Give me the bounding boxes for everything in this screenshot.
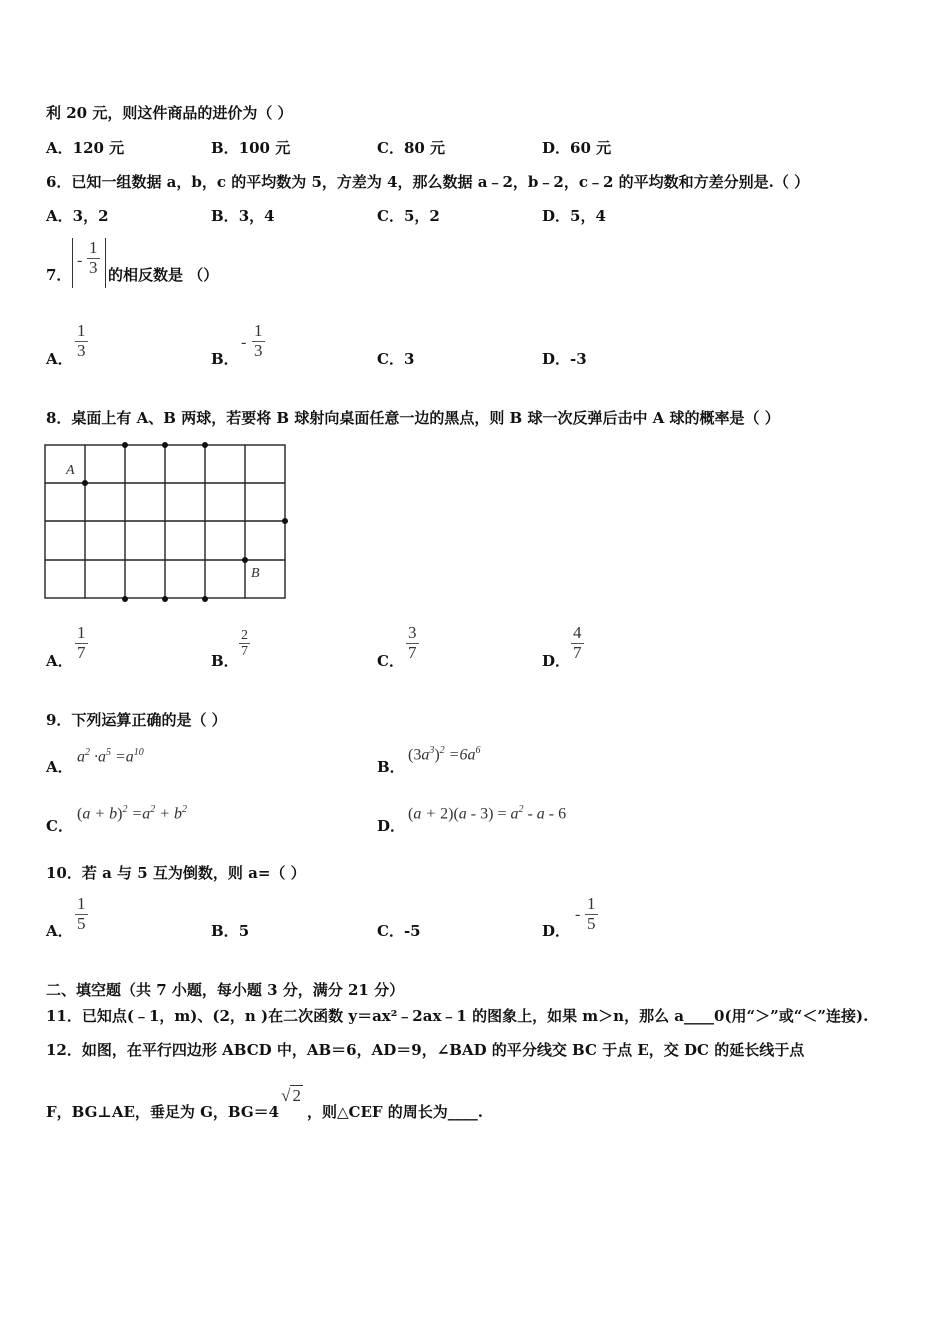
q6-option-d[interactable]: D．5，4 (542, 207, 606, 225)
q5-continuation: 利 20 元，则这件商品的进价为（ ） (46, 104, 293, 122)
q10-option-d-sign: - (575, 906, 581, 923)
q9-option-a-letter[interactable]: A． (46, 758, 73, 776)
q7-text: 的相反数是 （） (108, 266, 219, 284)
sqrt-symbol: √ 2 (281, 1086, 301, 1105)
q8-text: 8．桌面上有 A、B 两球，若要将 B 球射向桌面任意一边的黑点，则 B 球一次反弹后击中 A 球的概率是（ ） (46, 409, 780, 427)
q8-dot-top-1 (122, 442, 128, 448)
q5-option-c[interactable]: C．80 元 (377, 139, 446, 157)
q5-option-b[interactable]: B．100 元 (211, 139, 291, 157)
q8-label-a: A (66, 463, 75, 478)
q8-option-b-letter[interactable]: B． (211, 652, 239, 670)
q6-option-a[interactable]: A．3，2 (46, 207, 109, 225)
q8-option-c-value: $\frac{3}{7}$ (408, 623, 417, 662)
q10-option-c[interactable]: C．-5 (377, 922, 421, 940)
q6-option-c[interactable]: C．5，2 (377, 207, 440, 225)
q8-dot-bottom-2 (162, 596, 168, 602)
q12-line-1: 12．如图，在平行四边形 ABCD 中，AB＝6，AD＝9，∠BAD 的平分线交 BC 于点 E，交 DC 的延长线于点 (46, 1041, 805, 1059)
q8-dot-right (282, 518, 288, 524)
q7-abs-sign: - (77, 252, 83, 269)
q10-option-d-letter[interactable]: D． (542, 922, 571, 940)
q5-option-a[interactable]: A．120 元 (46, 139, 125, 157)
q7-option-a-letter[interactable]: A． (46, 350, 73, 368)
q9-option-c-letter[interactable]: C． (46, 817, 73, 835)
q9-option-d-letter[interactable]: D． (377, 817, 406, 835)
q11-text: 11．已知点(﹣1，m)、(2，n )在二次函数 y＝ax²﹣2ax﹣1 的图象上，如果 m＞n，那么 a____0(用“＞”或“＜”连接). (46, 1007, 869, 1025)
q7-option-a-value: $\frac{1}{3}$ (77, 321, 86, 360)
q10-option-a-value: $\frac{1}{5}$ (77, 894, 86, 933)
q7-fraction: $\frac{1}{3}$ (89, 238, 98, 277)
q8-option-d-letter[interactable]: D． (542, 652, 571, 670)
q7-option-d[interactable]: D．-3 (542, 350, 587, 368)
section-2-heading: 二、填空题（共 7 小题，每小题 3 分，满分 21 分） (46, 981, 405, 999)
q9-option-b-formula: $(3a^3)^2 =6a^6$ (408, 745, 481, 764)
q9-option-a-formula: $a^2 \cdot a^5 =a^{10}$ (77, 747, 144, 766)
q8-label-b: B (251, 566, 260, 581)
q10-text: 10．若 a 与 5 互为倒数，则 a=（ ） (46, 864, 306, 882)
q8-ball-b (242, 557, 248, 563)
q12-line-2-end: ，则△CEF 的周长为____. (306, 1103, 483, 1121)
q8-option-c-letter[interactable]: C． (377, 652, 404, 670)
q6-text: 6．已知一组数据 a，b，c 的平均数为 5，方差为 4，那么数据 a﹣2，b﹣2，c﹣2 的平均数和方差分别是.（ ） (46, 173, 810, 191)
q12-line-2 (46, 1086, 483, 1122)
q9-option-b-letter[interactable]: B． (377, 758, 405, 776)
q7-number: 7． (46, 266, 72, 284)
q7-option-b-sign: - (241, 334, 247, 351)
q7-option-b-letter[interactable]: B． (211, 350, 239, 368)
q7-option-b-value: $\frac{1}{3}$ (254, 321, 263, 360)
q12-line-2-start: F，BG⊥AE，垂足为 G，BG＝4 (46, 1103, 280, 1121)
q10-option-d-value: $\frac{1}{5}$ (587, 894, 596, 933)
q8-dot-top-3 (202, 442, 208, 448)
q10-option-a-letter[interactable]: A． (46, 922, 73, 940)
q8-option-a-value: $\frac{1}{7}$ (77, 623, 86, 662)
q8-option-d-value: $\frac{4}{7}$ (573, 623, 582, 662)
q7-option-c[interactable]: C．3 (377, 350, 415, 368)
q6-option-b[interactable]: B．3，4 (211, 207, 275, 225)
q8-table-grid (40, 440, 296, 606)
q5-option-d[interactable]: D．60 元 (542, 139, 612, 157)
q9-option-c-formula: $(a + b)^2 =a^2 + b^2$ (77, 804, 188, 823)
q8-dot-bottom-1 (122, 596, 128, 602)
q7-absolute-value (72, 238, 106, 288)
q10-option-b[interactable]: B．5 (211, 922, 250, 940)
q9-text: 9．下列运算正确的是（ ） (46, 711, 227, 729)
q8-dot-top-2 (162, 442, 168, 448)
q9-option-d-formula: $(a + 2)(a - 3) = a^2 - a - 6$ (408, 804, 567, 823)
q8-option-a-letter[interactable]: A． (46, 652, 73, 670)
q8-dot-left (82, 480, 88, 486)
q8-option-b-value: $\frac{2}{7}$ (241, 628, 248, 660)
q8-dot-bottom-3 (202, 596, 208, 602)
